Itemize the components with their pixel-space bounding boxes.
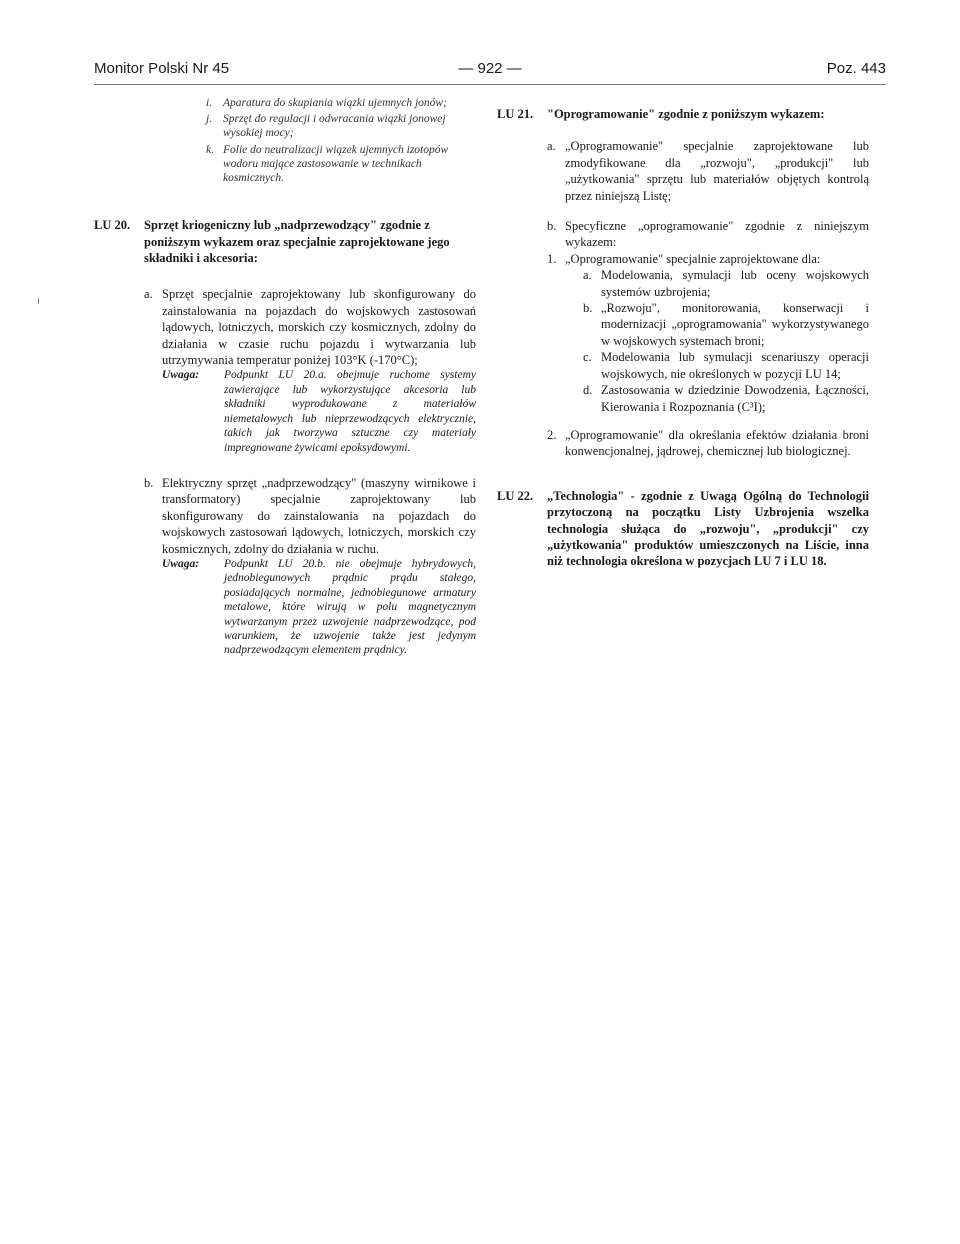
list-item: [583, 267, 869, 300]
section-heading-lu21: [497, 106, 869, 122]
section-number: LU 21.: [497, 107, 534, 121]
item-text: Sprzęt do regulacji i odwracania wiązki jonowej wysokiej mocy;: [223, 113, 446, 140]
left-column: [94, 96, 476, 658]
item-text: „Oprogramowanie" specjalnie zaprojektowane dla:: [565, 251, 821, 266]
section-item-a: [547, 138, 869, 204]
subitem-1-sublist: [547, 267, 869, 415]
page-header: [94, 60, 886, 84]
section-title: Sprzęt kriogeniczny lub „nadprzewodzący" zgodnie z poniższym wykazem oraz specjalnie zaprojektowane jego składniki i akcesoria:: [144, 218, 450, 266]
item-text: Sprzęt specjalnie zaprojektowany lub skonfigurowany do zainstalowania na pojazdach do wojskowych zastosowań lądowych, lotniczych, morskich czy kosmicznych, zdolny do działania w czasie ruchu pojazdu i wytwarzania lub utrzymywania temperatur poniżej 103°K (-170°C);: [162, 287, 476, 368]
note-label: Uwaga:: [162, 557, 200, 570]
list-item: [583, 382, 869, 415]
item-text: „Rozwoju", monitorowania, konserwacji i modernizacji „oprogramowania" wykorzystywanego w wojskowych systemach broni;: [601, 301, 869, 348]
item-number: 1.: [547, 251, 557, 266]
item-letter: a.: [547, 139, 556, 154]
scan-mark: [38, 298, 39, 304]
item-letter: j.: [206, 113, 213, 126]
item-letter: i.: [206, 97, 213, 109]
position-number: Poz. 443: [826, 60, 886, 77]
previous-items-list: [206, 96, 466, 185]
item-letter: k.: [206, 143, 214, 156]
item-number: 2.: [547, 427, 557, 442]
item-text: Folie do neutralizacji wiązek ujemnych izotopów wodoru mające zastosowanie w technikach kosmicznych.: [223, 143, 449, 185]
header-rule: [94, 84, 886, 85]
list-item: [206, 112, 466, 140]
note-text: Podpunkt LU 20.b. nie obejmuje hybrydowych, jednobiegunowych prądnic prądu stałego, posiadających normalne, jednobiegunowe armatury metalowe, które wirują w polu magnetycznym wytwarzanym przez uzwojenie nadprzewodzące, pod warunkiem, że uzwojenie także jest jedynym nadprzewodzącym elementem prądnicy.: [224, 557, 476, 657]
item-letter: a.: [144, 287, 153, 302]
item-text: Elektryczny sprzęt „nadprzewodzący" (maszyny wirnikowe i transformatory) specjalnie zaprojektowany lub skonfigurowany do zainstalowania na pojazdach do wojskowych zastosowań lądowych, lotniczych, morskich czy kosmicznych, zdolny do działania w ruchu.: [162, 475, 476, 556]
subitem-2: [547, 427, 869, 460]
item-text: Specyficzne „oprogramowanie" zgodnie z niniejszym wykazem:: [565, 219, 869, 250]
list-item: [206, 143, 466, 186]
section-number: LU 22.: [497, 488, 534, 503]
item-text: Modelowania, symulacji lub oceny wojskowych systemów uzbrojenia;: [601, 268, 869, 299]
item-letter: b.: [583, 301, 593, 316]
section-item-a: [144, 286, 476, 368]
section-text: „Technologia" - zgodnie z Uwagą Ogólną do Technologii przytoczoną na początku Listy Uzbrojenia wszelka technologia służąca do „rozwoju", „produkcji" czy „użytkowania" produktów umieszczonych na Liście, inna niż technologia określona w pozycjach LU 7 i LU 18.: [547, 488, 869, 569]
list-item: [583, 300, 869, 349]
subitem-1: [547, 251, 869, 267]
list-item: [583, 349, 869, 382]
note-b: [162, 557, 476, 658]
item-text: „Oprogramowanie" dla określania efektów działania broni konwencjonalnej, jądrowej, chemicznej lub biologicznej.: [565, 427, 869, 459]
note-a: [162, 368, 476, 454]
item-letter: a.: [583, 268, 592, 283]
section-number: LU 20.: [94, 218, 131, 233]
note-text: Podpunkt LU 20.a. obejmuje ruchome systemy zawierające lub wykorzystujące akcesoria lub składniki wyprodukowane z materiałów niemetalowych lub nieprzewodzących elektrycznie, takich jak tworzywa sztuczne czy materiały impregnowane żywicami epoksydowymi.: [224, 369, 476, 454]
section-heading-lu20: [94, 217, 476, 266]
section-item-b: [547, 218, 869, 251]
item-letter: c.: [583, 350, 592, 365]
item-text: „Oprogramowanie" specjalnie zaprojektowane lub zmodyfikowane dla „rozwoju", „produkcji" lub „użytkowania" sprzętu lub materiałów objętych kontrolą przez niniejszą Listę;: [565, 139, 869, 203]
section-title: "Oprogramowanie" zgodnie z poniższym wykazem:: [547, 107, 825, 121]
section-item-b: [144, 475, 476, 557]
right-column: [497, 106, 869, 570]
list-item: [206, 96, 466, 110]
item-letter: b.: [144, 475, 154, 490]
item-text: Zastosowania w dziedzinie Dowodzenia, Łączności, Kierowania i Rozpoznania (C³I);: [601, 383, 869, 414]
item-letter: d.: [583, 383, 593, 398]
item-letter: b.: [547, 219, 557, 234]
page-number: — 922 —: [458, 60, 522, 77]
journal-title: Monitor Polski Nr 45: [94, 60, 230, 77]
section-heading-lu22: [497, 488, 869, 570]
note-label: Uwaga:: [162, 369, 200, 382]
item-text: Modelowania lub symulacji scenariuszy operacji wojskowych, nie określonych w pozycji LU 14;: [601, 350, 869, 381]
item-text: Aparatura do skupiania wiązki ujemnych jonów;: [223, 97, 447, 109]
